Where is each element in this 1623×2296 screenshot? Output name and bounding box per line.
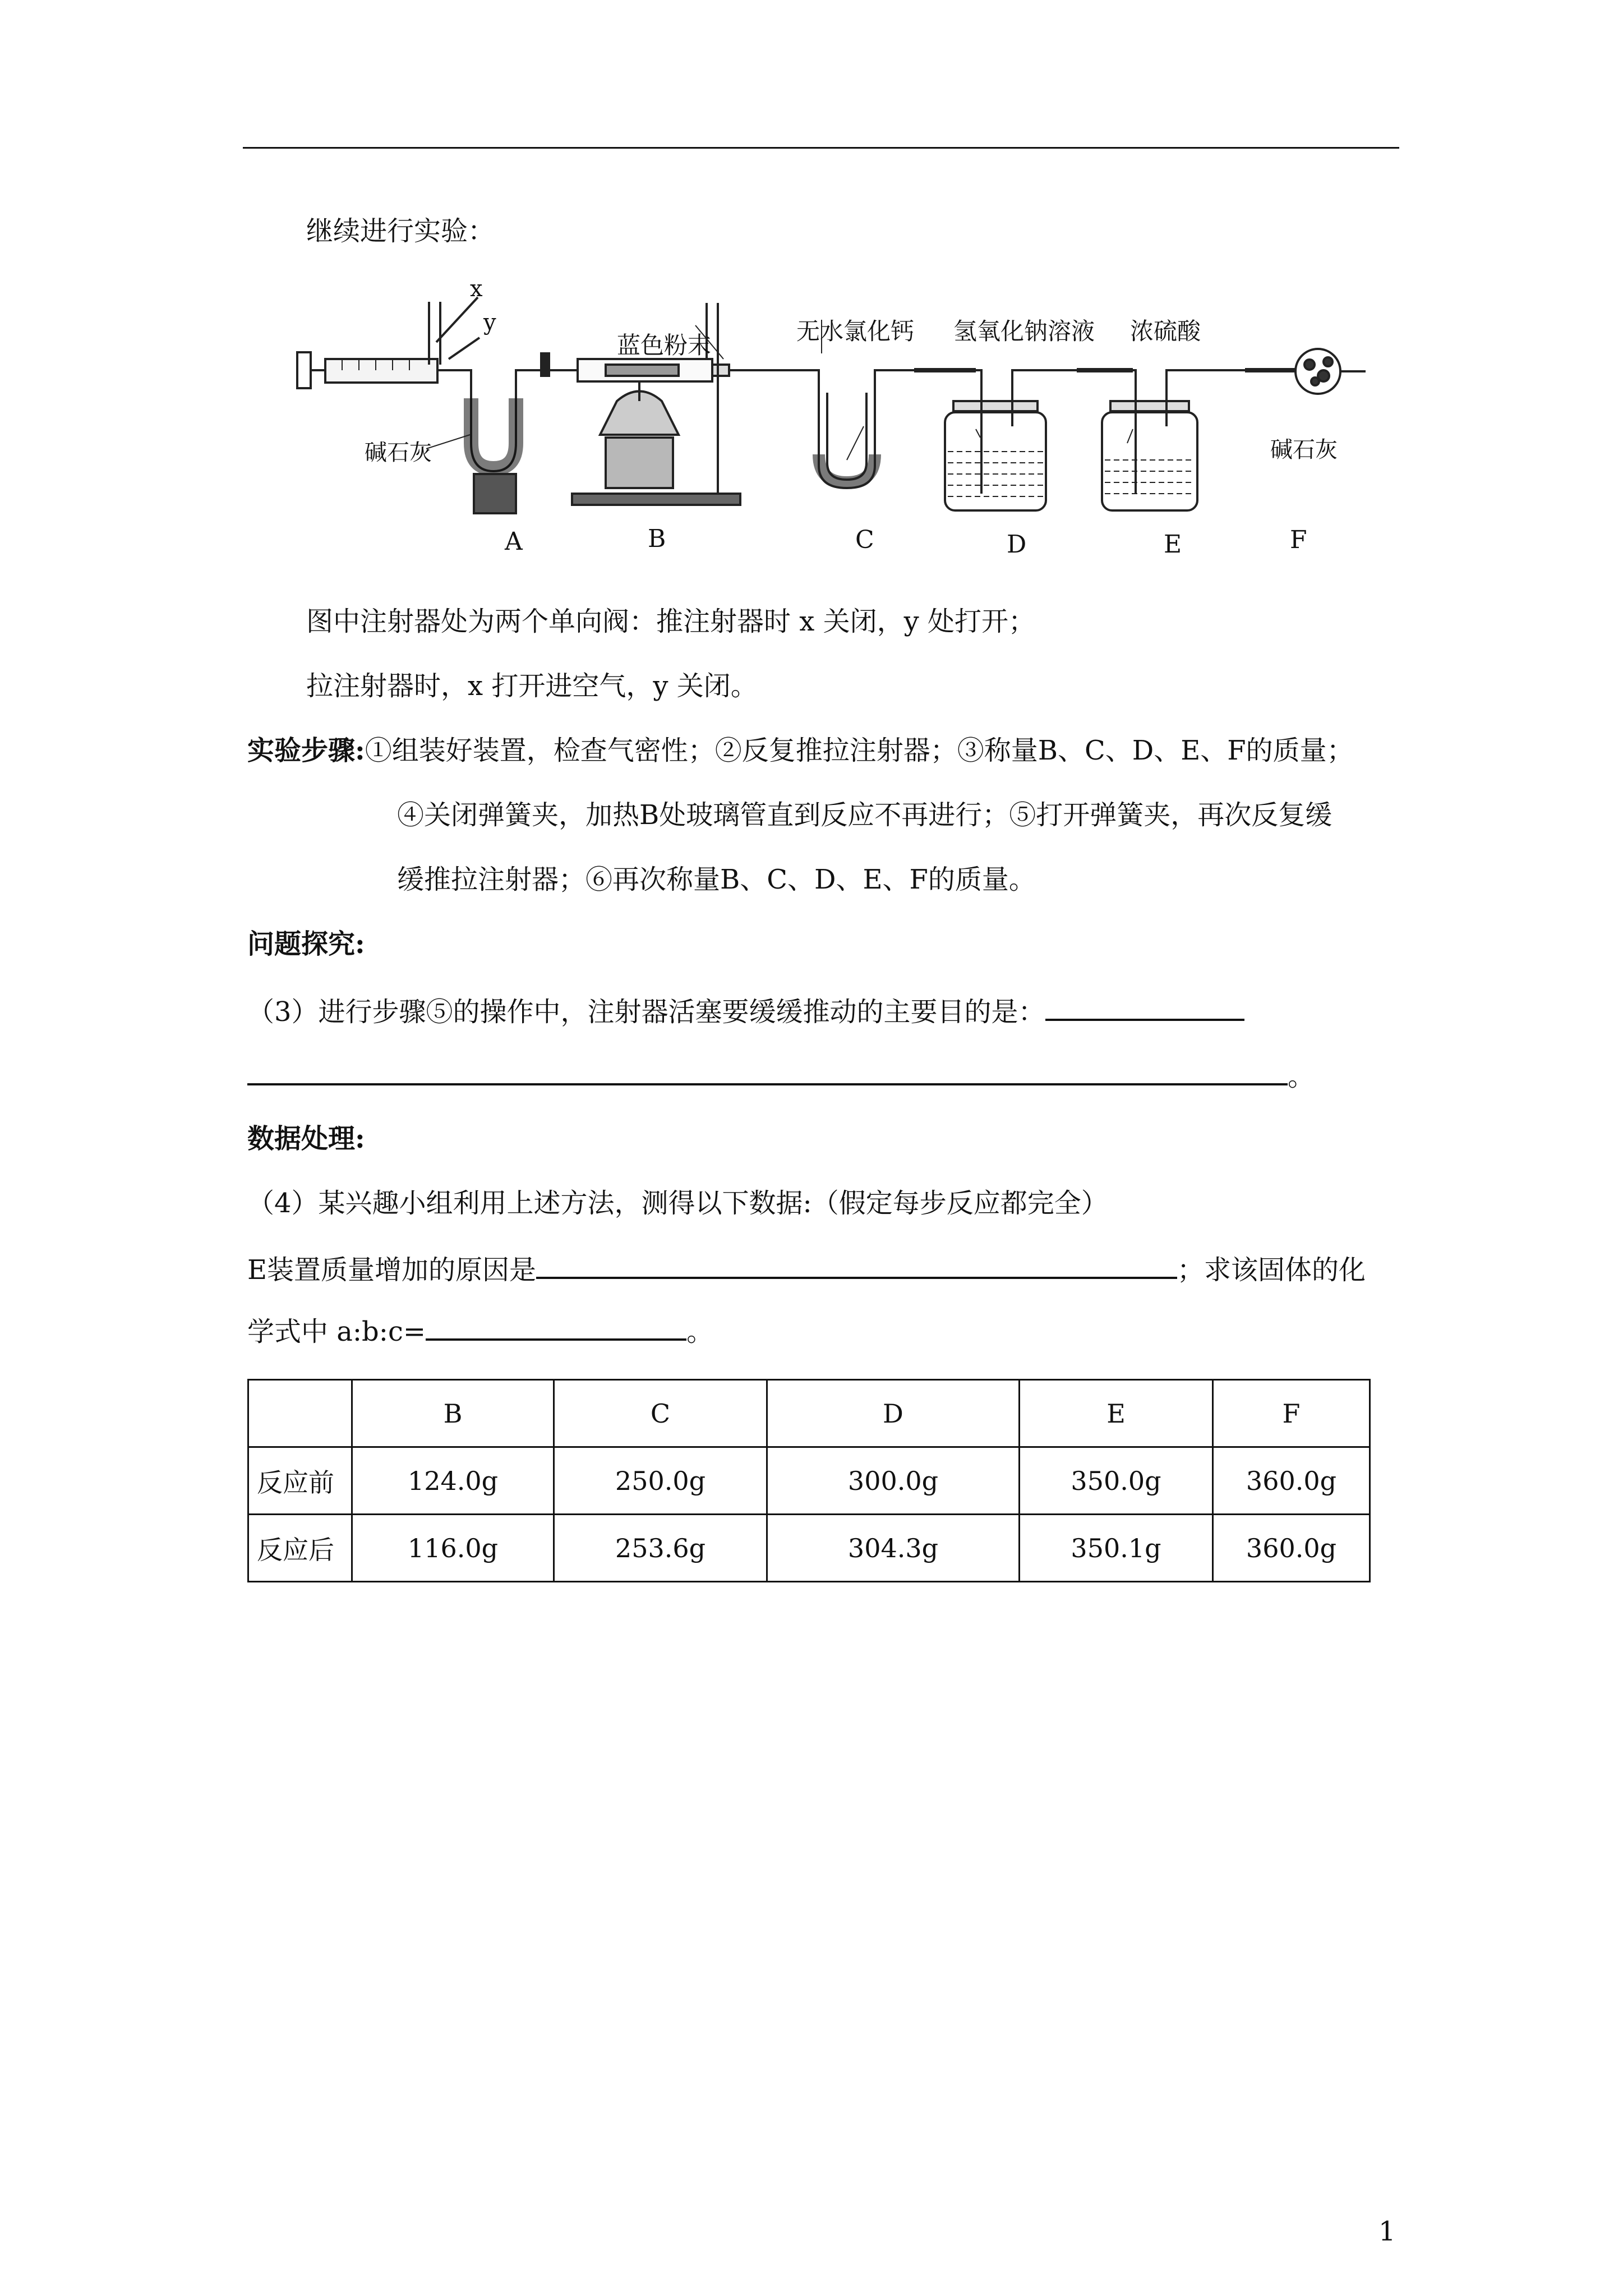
steps-label: 实验步骤: [247,735,365,766]
table-header-cell: D [767,1380,1020,1447]
letter-f: F [1290,526,1307,554]
label-naoh: 氢氧化钠溶液 [953,318,1095,345]
table-cell: 360.0g [1213,1515,1370,1582]
label-soda-lime-a: 碱石灰 [365,440,432,466]
answer-blank-q3b[interactable] [247,1057,1288,1085]
header-rule [243,147,1399,149]
label-cacl2: 无水氯化钙 [796,318,915,345]
steps-line2: ④关闭弹簧夹，加热B处玻璃管直到反应不再进行；⑤打开弹簧夹，再次反复缓 [397,799,1332,831]
table-header-row [248,1380,1370,1447]
inquiry-heading: 问题探究: [247,928,365,960]
device-e [1077,370,1245,510]
data-heading: 数据处理: [247,1123,365,1154]
question-3: （3）进行步骤⑤的操作中，注射器活塞要缓缓推动的主要目的是： [247,996,1045,1028]
table-header-cell: B [352,1380,554,1447]
answer-blank-q3a[interactable] [1045,993,1244,1021]
answer-blank-formula[interactable] [426,1313,686,1341]
table-cell: 250.0g [554,1447,767,1515]
device-d [914,370,1077,510]
table-header-cell: E [1020,1380,1213,1447]
label-h2so4: 浓硫酸 [1130,318,1201,345]
syringe [297,302,460,388]
table-cell: 360.0g [1213,1447,1370,1515]
table-header-cell [248,1380,352,1447]
device-f [1245,349,1366,394]
question-4: （4）某兴趣小组利用上述方法，测得以下数据:（假定每步反应都完全） [247,1188,1108,1219]
apparatus-svg [292,280,1368,561]
table-cell: 124.0g [352,1447,554,1515]
table-row-label: 反应前 [248,1447,352,1515]
e-reason-tail: ；求该固体的化 [1177,1254,1366,1286]
answer-blank-e-reason[interactable] [536,1251,1177,1279]
mass-data-table [247,1379,1371,1582]
letter-b: B [648,524,666,553]
valve-x-line [436,297,478,342]
e-reason-text: E装置质量增加的原因是 [247,1254,537,1286]
label-y: y [483,310,496,335]
label-soda-lime-f: 碱石灰 [1270,437,1338,463]
page-number: 1 [1378,2216,1396,2247]
label-blue-powder: 蓝色粉末 [617,332,712,359]
table-row-label: 反应后 [248,1515,352,1582]
table-header-cell: C [554,1380,767,1447]
table-row [248,1447,1370,1515]
table-row [248,1515,1370,1582]
formula-end: 。 [686,1316,714,1347]
table-cell: 116.0g [352,1515,554,1582]
table-cell: 350.0g [1020,1447,1213,1515]
table-cell: 304.3g [767,1515,1020,1582]
intro-text: 继续进行实验： [306,215,495,247]
valve-note-line1: 图中注射器处为两个单向阀：推注射器时 x 关闭，y 处打开； [306,606,1035,637]
label-x: x [470,280,483,302]
device-c [785,320,914,488]
letter-a: A [505,527,523,556]
table-header-cell: F [1213,1380,1370,1447]
valve-note-line2: 拉注射器时，x 打开进空气，y 关闭。 [306,670,758,702]
table-cell: 253.6g [554,1515,767,1582]
table-cell: 350.1g [1020,1515,1213,1582]
steps-line3: 缓推拉注射器；⑥再次称量B、C、D、E、F的质量。 [397,864,1036,895]
letter-d: D [1007,530,1027,559]
q3-end-mark: 。 [1288,1061,1315,1092]
table-cell: 300.0g [767,1447,1020,1515]
valve-y-line [449,338,479,359]
letter-e: E [1164,530,1182,559]
steps-line1: ①组装好装置，检查气密性；②反复推拉注射器；③称量B、C、D、E、F的质量； [365,735,1354,766]
apparatus-diagram [292,280,1368,561]
u-tube-a [426,353,578,513]
formula-prefix: 学式中 a:b:c= [247,1316,426,1347]
letter-c: C [855,526,874,554]
